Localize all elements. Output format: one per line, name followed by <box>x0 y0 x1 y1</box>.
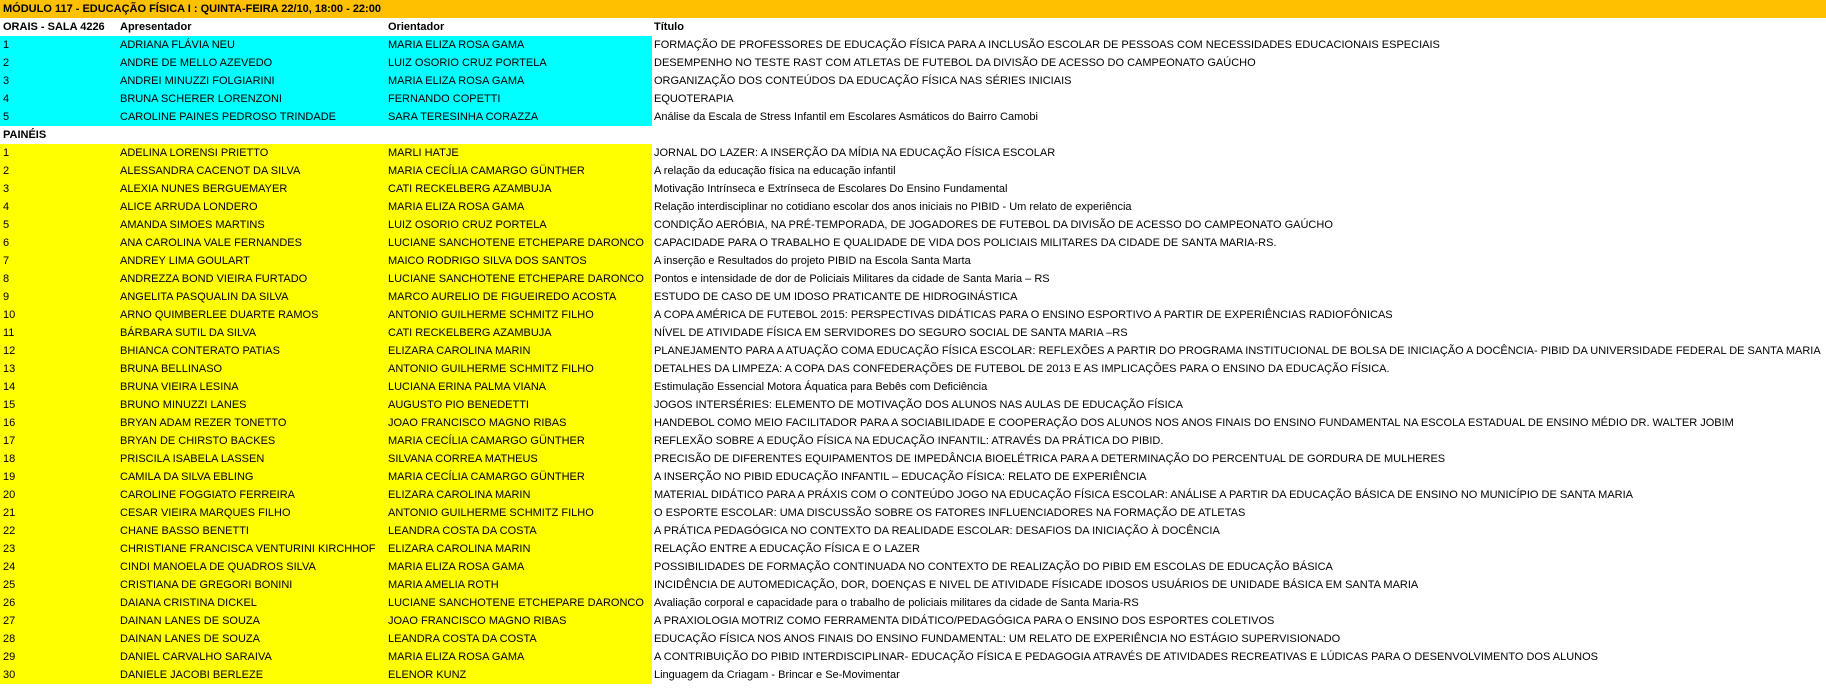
presenter-cell: DANIEL CARVALHO SARAIVA <box>120 651 272 663</box>
table-row <box>0 36 1826 54</box>
presenter-cell: ALEXIA NUNES BERGUEMAYER <box>120 183 288 195</box>
row-number: 1 <box>3 147 10 159</box>
row-number: 24 <box>3 561 16 573</box>
table-row <box>0 522 1826 540</box>
row-number: 11 <box>3 327 15 339</box>
title-cell: Pontos e intensidade de dor de Policiais Militares da cidade de Santa Maria – RS <box>654 273 1050 285</box>
advisor-cell: LUCIANE SANCHOTENE ETCHEPARE DARONCO <box>388 273 644 285</box>
presenter-cell: ANDREI MINUZZI FOLGIARINI <box>120 75 275 87</box>
presenter-cell: PRISCILA ISABELA LASSEN <box>120 453 265 465</box>
advisor-cell: MAICO RODRIGO SILVA DOS SANTOS <box>388 255 587 267</box>
table-row <box>0 198 1826 216</box>
table-row <box>0 432 1826 450</box>
row-number: 9 <box>3 291 10 303</box>
advisor-cell: MARIA CECÍLIA CAMARGO GÜNTHER <box>388 435 585 447</box>
advisor-cell: MARIA CECÍLIA CAMARGO GÜNTHER <box>388 165 585 177</box>
advisor-cell: AUGUSTO PIO BENEDETTI <box>388 399 529 411</box>
presenter-cell: ADRIANA FLÁVIA NEU <box>120 39 235 51</box>
title-cell: RELAÇÃO ENTRE A EDUCAÇÃO FÍSICA E O LAZER <box>654 543 920 555</box>
presenter-cell: CESAR VIEIRA MARQUES FILHO <box>120 507 291 519</box>
title-cell: INCIDÊNCIA DE AUTOMEDICAÇÃO, DOR, DOENÇAS E NIVEL DE ATIVIDADE FÍSICADE IDOSOS USUÁRIOS DE UNIDADE BÁSICA EM SANTA MARIA <box>654 579 1419 591</box>
title-cell: Estimulação Essencial Motora Áquatica para Bebês com Deficiência <box>654 381 988 393</box>
presenter-cell: ALESSANDRA CACENOT DA SILVA <box>120 165 301 177</box>
row-number: 12 <box>3 345 16 357</box>
advisor-cell: LUCIANE SANCHOTENE ETCHEPARE DARONCO <box>388 237 644 249</box>
section-row <box>0 126 1826 144</box>
table-row <box>0 648 1826 666</box>
row-number: 20 <box>3 489 16 501</box>
table-row <box>0 72 1826 90</box>
presenter-cell: CAMILA DA SILVA EBLING <box>120 471 254 483</box>
advisor-cell: MARIA ELIZA ROSA GAMA <box>388 561 525 573</box>
title-cell: Avaliação corporal e capacidade para o trabalho de policiais militares da cidade de Santa Maria-RS <box>654 597 1139 609</box>
advisor-cell: LUCIANA ERINA PALMA VIANA <box>388 381 547 393</box>
advisor-cell: LUCIANE SANCHOTENE ETCHEPARE DARONCO <box>388 597 644 609</box>
table-row <box>0 396 1826 414</box>
presenter-cell: CHRISTIANE FRANCISCA VENTURINI KIRCHHOF <box>120 543 376 555</box>
presenter-cell: CAROLINE PAINES PEDROSO TRINDADE <box>120 111 336 123</box>
advisor-cell: LUIZ OSORIO CRUZ PORTELA <box>388 219 547 231</box>
title-cell: Relação interdisciplinar no cotidiano escolar dos anos iniciais no PIBID - Um relato de experiência <box>654 201 1132 213</box>
row-number: 5 <box>3 219 10 231</box>
table-row <box>0 288 1826 306</box>
advisor-cell: MARIA ELIZA ROSA GAMA <box>388 75 525 87</box>
presenter-cell: DAINAN LANES DE SOUZA <box>120 615 260 627</box>
row-number: 23 <box>3 543 16 555</box>
title-cell: POSSIBILIDADES DE FORMAÇÃO CONTINUADA NO CONTEXTO DE REALIZAÇÃO DO PIBID EM ESCOLAS DE EDUCAÇÃO BÁSICA <box>654 561 1333 573</box>
title-cell: A relação da educação física na educação infantil <box>654 165 896 177</box>
advisor-cell: CATI RECKELBERG AZAMBUJA <box>388 327 552 339</box>
row-number: 3 <box>3 75 10 87</box>
table-row <box>0 594 1826 612</box>
title-cell: Linguagem da Criagam - Brincar e Se-Movimentar <box>654 669 900 681</box>
advisor-cell: MARIA CECÍLIA CAMARGO GÜNTHER <box>388 471 585 483</box>
table-row <box>0 306 1826 324</box>
title-cell: CAPACIDADE PARA O TRABALHO E QUALIDADE DE VIDA DOS POLICIAIS MILITARES DA CIDADE DE SANTA MARIA-RS. <box>654 237 1277 249</box>
presenter-cell: BÁRBARA SUTIL DA SILVA <box>120 327 257 339</box>
row-number: 4 <box>3 201 10 213</box>
presenter-cell: DAINAN LANES DE SOUZA <box>120 633 260 645</box>
title-cell: FORMAÇÃO DE PROFESSORES DE EDUCAÇÃO FÍSICA PARA A INCLUSÃO ESCOLAR DE PESSOAS COM NECESSIDADES EDUCACIONAIS ESPECIAIS <box>654 39 1440 51</box>
advisor-cell: MARIA AMELIA ROTH <box>388 579 499 591</box>
table-row <box>0 270 1826 288</box>
table-row <box>0 180 1826 198</box>
presenter-cell: BRUNO MINUZZI LANES <box>120 399 247 411</box>
table-row <box>0 342 1826 360</box>
table-row <box>0 234 1826 252</box>
row-number: 10 <box>3 309 16 321</box>
presenter-cell: BRYAN ADAM REZER TONETTO <box>120 417 287 429</box>
advisor-cell: LUIZ OSORIO CRUZ PORTELA <box>388 57 547 69</box>
advisor-cell: MARLI HATJE <box>388 147 459 159</box>
title-cell: PRECISÃO DE DIFERENTES EQUIPAMENTOS DE IMPEDÂNCIA BIOELÉTRICA PARA A DETERMINAÇÃO DO PERCENTUAL DE GORDURA DE MULHERES <box>654 453 1446 465</box>
advisor-cell: CATI RECKELBERG AZAMBUJA <box>388 183 552 195</box>
row-number: 28 <box>3 633 16 645</box>
advisor-cell: SARA TERESINHA CORAZZA <box>388 111 539 123</box>
presenter-cell: BRYAN DE CHIRSTO BACKES <box>120 435 276 447</box>
presenter-cell: CRISTIANA DE GREGORI BONINI <box>120 579 293 591</box>
title-cell: CONDIÇÃO AERÓBIA, NA PRÉ-TEMPORADA, DE JOGADORES DE FUTEBOL DA DIVISÃO DE ACESSO DO CAMPEONATO GAÚCHO <box>654 219 1333 231</box>
title-cell: A PRÁTICA PEDAGÓGICA NO CONTEXTO DA REALIDADE ESCOLAR: DESAFIOS DA INICIAÇÃO À DOCÊNCIA <box>654 525 1220 537</box>
table-row <box>0 612 1826 630</box>
title-cell: REFLEXÃO SOBRE A EDUÇÃO FÍSICA NA EDUCAÇÃO INFANTIL: ATRAVÉS DA PRÁTICA DO PIBID. <box>654 435 1164 447</box>
title-cell: PLANEJAMENTO PARA A ATUAÇÃO COMA EDUCAÇÃO FÍSICA ESCOLAR: REFLEXÕES A PARTIR DO PROGRAMA INSTITUCIONAL DE BOLSA DE INICIAÇÃO A DOCÊNCIA- PIBID DA UNIVERSIDADE FEDERAL DE SANTA MARIA <box>654 345 1821 357</box>
row-number: 30 <box>3 669 16 681</box>
table-row <box>0 324 1826 342</box>
table-row <box>0 216 1826 234</box>
presenter-cell: ANDREY LIMA GOULART <box>120 255 250 267</box>
title-cell: A INSERÇÃO NO PIBID EDUCAÇÃO INFANTIL – EDUCAÇÃO FÍSICA: RELATO DE EXPERIÊNCIA <box>654 471 1147 483</box>
advisor-cell: ANTONIO GUILHERME SCHMITZ FILHO <box>388 309 594 321</box>
orais-table <box>0 36 1826 126</box>
advisor-cell: ANTONIO GUILHERME SCHMITZ FILHO <box>388 507 594 519</box>
row-number: 2 <box>3 57 10 69</box>
advisor-cell: JOAO FRANCISCO MAGNO RIBAS <box>388 417 567 429</box>
table-row <box>0 90 1826 108</box>
presenter-cell: AMANDA SIMOES MARTINS <box>120 219 265 231</box>
title-cell: EQUOTERAPIA <box>654 93 734 105</box>
presenter-cell: ALICE ARRUDA LONDERO <box>120 201 258 213</box>
title-cell: Análise da Escala de Stress Infantil em Escolares Asmáticos do Bairro Camobi <box>654 111 1038 123</box>
title-cell: A PRAXIOLOGIA MOTRIZ COMO FERRAMENTA DIDÁTICO/PEDAGÓGICA PARA O ENSINO DOS ESPORTES COLETIVOS <box>654 615 1275 627</box>
row-number: 25 <box>3 579 16 591</box>
section-label: PAINÉIS <box>3 129 47 141</box>
presenter-cell: DAIANA CRISTINA DICKEL <box>120 597 257 609</box>
advisor-header: Orientador <box>388 21 445 33</box>
row-number: 7 <box>3 255 10 267</box>
presenter-cell: BRUNA BELLINASO <box>120 363 223 375</box>
advisor-cell: MARIA ELIZA ROSA GAMA <box>388 201 525 213</box>
row-number: 2 <box>3 165 10 177</box>
presenter-cell: ANDRE DE MELLO AZEVEDO <box>120 57 273 69</box>
row-number: 1 <box>3 39 10 51</box>
presenter-cell: CAROLINE FOGGIATO FERREIRA <box>120 489 296 501</box>
advisor-cell: ANTONIO GUILHERME SCHMITZ FILHO <box>388 363 594 375</box>
title-cell: DETALHES DA LIMPEZA: A COPA DAS CONFEDERAÇÕES DE FUTEBOL DE 2013 E AS IMPLICAÇÕES PARA O ENSINO DA EDUCAÇÃO FÍSICA. <box>654 363 1390 375</box>
table-row <box>0 486 1826 504</box>
row-number: 14 <box>3 381 16 393</box>
paineis-table <box>0 144 1826 684</box>
presenter-cell: BRUNA VIEIRA LESINA <box>120 381 239 393</box>
advisor-cell: MARIA ELIZA ROSA GAMA <box>388 651 525 663</box>
row-number: 16 <box>3 417 16 429</box>
advisor-cell: ELENOR KUNZ <box>388 669 467 681</box>
table-row <box>0 162 1826 180</box>
row-number: 21 <box>3 507 16 519</box>
presenter-header: Apresentador <box>120 21 192 33</box>
presenter-cell: ANA CAROLINA VALE FERNANDES <box>120 237 302 249</box>
table-row <box>0 666 1826 684</box>
table-row <box>0 558 1826 576</box>
title-cell: DESEMPENHO NO TESTE RAST COM ATLETAS DE FUTEBOL DA DIVISÃO DE ACESSO DO CAMPEONATO GAÚCHO <box>654 57 1256 69</box>
title-cell: ESTUDO DE CASO DE UM IDOSO PRATICANTE DE HIDROGINÁSTICA <box>654 291 1018 303</box>
presenter-cell: BHIANCA CONTERATO PATIAS <box>120 345 280 357</box>
presenter-cell: ANDREZZA BOND VIEIRA FURTADO <box>120 273 308 285</box>
advisor-cell: ELIZARA CAROLINA MARIN <box>388 345 531 357</box>
table-row <box>0 540 1826 558</box>
presenter-cell: BRUNA SCHERER LORENZONI <box>120 93 282 105</box>
table-row <box>0 360 1826 378</box>
advisor-cell: ELIZARA CAROLINA MARIN <box>388 489 531 501</box>
presenter-cell: ANGELITA PASQUALIN DA SILVA <box>120 291 289 303</box>
title-cell: A COPA AMÉRICA DE FUTEBOL 2015: PERSPECTIVAS DIDÁTICAS PARA O ENSINO ESPORTIVO A PARTIR DE EXPERIÊNCIAS RADIOFÔNICAS <box>654 309 1393 321</box>
presenter-cell: ADELINA LORENSI PRIETTO <box>120 147 269 159</box>
module-title: MÓDULO 117 - EDUCAÇÃO FÍSICA I : QUINTA-FEIRA 22/10, 18:00 - 22:00 <box>0 0 1826 18</box>
table-row <box>0 630 1826 648</box>
row-number: 27 <box>3 615 16 627</box>
title-cell: A inserção e Resultados do projeto PIBID na Escola Santa Marta <box>654 255 971 267</box>
title-header: Título <box>654 21 684 33</box>
advisor-cell: FERNANDO COPETTI <box>388 93 501 105</box>
advisor-cell: MARCO AURELIO DE FIGUEIREDO ACOSTA <box>388 291 617 303</box>
row-number: 17 <box>3 435 16 447</box>
title-cell: A CONTRIBUIÇÃO DO PIBID INTERDISCIPLINAR- EDUCAÇÃO FÍSICA E PEDAGOGIA ATRAVÉS DE ATIVIDADES RECREATIVAS E LÚDICAS PARA O DESENVOLVIMENTO DOS ALUNOS <box>654 651 1598 663</box>
row-number: 22 <box>3 525 16 537</box>
row-number: 6 <box>3 237 10 249</box>
header-row <box>0 18 1826 36</box>
row-number: 13 <box>3 363 16 375</box>
table-row <box>0 252 1826 270</box>
table-row <box>0 504 1826 522</box>
title-cell: Motivação Intrínseca e Extrínseca de Escolares Do Ensino Fundamental <box>654 183 1008 195</box>
row-number: 18 <box>3 453 16 465</box>
title-cell: O ESPORTE ESCOLAR: UMA DISCUSSÃO SOBRE OS FATORES INFLUENCIADORES NA FORMAÇÃO DE ATLETAS <box>654 507 1246 519</box>
row-number: 5 <box>3 111 10 123</box>
table-row <box>0 378 1826 396</box>
row-number: 15 <box>3 399 16 411</box>
title-cell: NÍVEL DE ATIVIDADE FÍSICA EM SERVIDORES DO SEGURO SOCIAL DE SANTA MARIA –RS <box>654 327 1128 339</box>
row-number: 19 <box>3 471 16 483</box>
presenter-cell: ARNO QUIMBERLEE DUARTE RAMOS <box>120 309 319 321</box>
table-row <box>0 450 1826 468</box>
title-cell: JORNAL DO LAZER: A INSERÇÃO DA MÍDIA NA EDUCAÇÃO FÍSICA ESCOLAR <box>654 147 1056 159</box>
title-cell: EDUCAÇÃO FÍSICA NOS ANOS FINAIS DO ENSINO FUNDAMENTAL: UM RELATO DE EXPERIÊNCIA NO ESTÁGIO SUPERVISIONADO <box>654 633 1341 645</box>
session-label: ORAIS - SALA 4226 <box>3 21 105 33</box>
advisor-cell: LEANDRA COSTA DA COSTA <box>388 633 537 645</box>
table-row <box>0 414 1826 432</box>
advisor-cell: MARIA ELIZA ROSA GAMA <box>388 39 525 51</box>
table-row <box>0 576 1826 594</box>
presenter-cell: DANIELE JACOBI BERLEZE <box>120 669 264 681</box>
table-row <box>0 144 1826 162</box>
advisor-cell: LEANDRA COSTA DA COSTA <box>388 525 537 537</box>
advisor-cell: ELIZARA CAROLINA MARIN <box>388 543 531 555</box>
title-cell: ORGANIZAÇÃO DOS CONTEÚDOS DA EDUCAÇÃO FÍSICA NAS SÉRIES INICIAIS <box>654 75 1072 87</box>
advisor-cell: SILVANA CORREA MATHEUS <box>388 453 538 465</box>
table-row <box>0 108 1826 126</box>
title-cell: JOGOS INTERSÉRIES: ELEMENTO DE MOTIVAÇÃO DOS ALUNOS NAS AULAS DE EDUCAÇÃO FÍSICA <box>654 399 1183 411</box>
presenter-cell: CINDI MANOELA DE QUADROS SILVA <box>120 561 316 573</box>
table-row <box>0 54 1826 72</box>
title-cell: HANDEBOL COMO MEIO FACILITADOR PARA A SOCIABILIDADE E COOPERAÇÃO DOS ALUNOS NOS ANOS FINAIS DO ENSINO FUNDAMENTAL NA ESCOLA ESTADUAL DE ENSINO MÉDIO DR. WALTER JOBIM <box>654 417 1734 429</box>
advisor-cell: JOAO FRANCISCO MAGNO RIBAS <box>388 615 567 627</box>
presenter-cell: CHANE BASSO BENETTI <box>120 525 249 537</box>
row-number: 8 <box>3 273 10 285</box>
row-number: 26 <box>3 597 16 609</box>
row-number: 4 <box>3 93 10 105</box>
table-row <box>0 468 1826 486</box>
row-number: 3 <box>3 183 10 195</box>
title-cell: MATERIAL DIDÁTICO PARA A PRÁXIS COM O CONTEÚDO JOGO NA EDUCAÇÃO FÍSICA ESCOLAR: ANÁLISE A PARTIR DA EDUCAÇÃO BÁSICA DE ENSINO NO MUNICÍPIO DE SANTA MARIA <box>654 489 1634 501</box>
row-number: 29 <box>3 651 16 663</box>
